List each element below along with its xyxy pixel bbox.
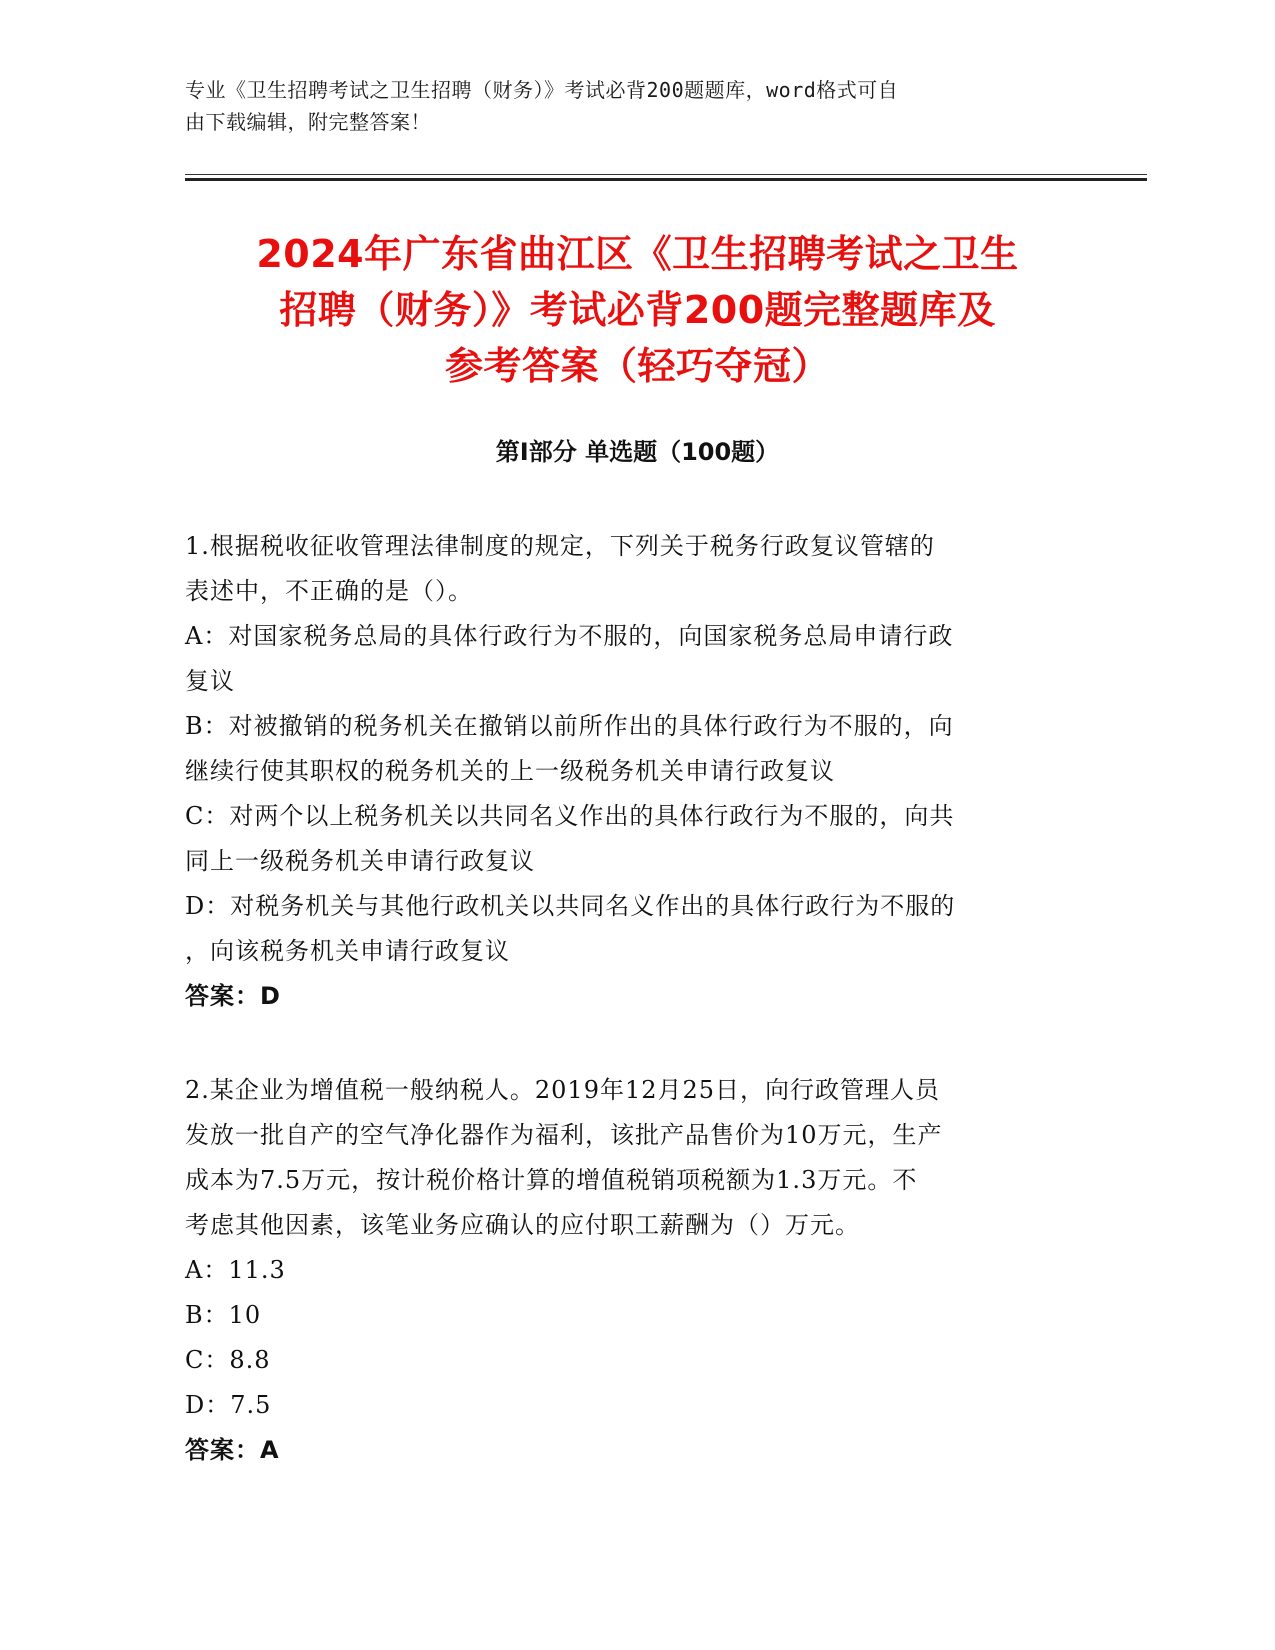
option-b xyxy=(185,1293,1065,1338)
option-line: 继续行使其职权的税务机关的上一级税务机关申请行政复议 xyxy=(185,757,835,785)
option-line: B：10 xyxy=(185,1301,262,1329)
option-line: A：对国家税务总局的具体行政行为不服的，向国家税务总局申请行政 xyxy=(185,622,954,650)
stem-line: 1.根据税收征收管理法律制度的规定，下列关于税务行政复议管辖的 xyxy=(185,532,935,560)
document-title-line-1: 2024年广东省曲江区《卫生招聘考试之卫生 xyxy=(256,232,1019,276)
option-b xyxy=(185,704,1065,794)
header-note-line-1: 专业《卫生招聘考试之卫生招聘（财务）》考试必背200题题库，word格式可自 xyxy=(185,78,899,102)
stem-line: 表述中，不正确的是（）。 xyxy=(185,577,473,605)
option-line: 复议 xyxy=(185,667,235,695)
header-divider-thick xyxy=(185,178,1147,181)
document-title-line-2: 招聘（财务）》考试必背200题完整题库及 xyxy=(279,288,996,332)
option-a xyxy=(185,614,1065,704)
option-line: D：对税务机关与其他行政机关以共同名义作出的具体行政行为不服的 xyxy=(185,892,956,920)
question-2 xyxy=(185,1068,1065,1473)
option-c xyxy=(185,794,1065,884)
option-line: 同上一级税务机关申请行政复议 xyxy=(185,847,535,875)
option-line: A：11.3 xyxy=(185,1256,286,1284)
header-note xyxy=(185,74,1065,138)
header-divider-thin xyxy=(185,174,1147,175)
question-1 xyxy=(185,524,1065,1019)
stem-line: 发放一批自产的空气净化器作为福利，该批产品售价为10万元，生产 xyxy=(185,1121,943,1149)
question-stem xyxy=(185,524,1065,614)
document-title xyxy=(150,226,1125,394)
option-line: D：7.5 xyxy=(185,1391,272,1419)
option-c xyxy=(185,1338,1065,1383)
option-d xyxy=(185,884,1065,974)
stem-line: 2.某企业为增值税一般纳税人。2019年12月25日，向行政管理人员 xyxy=(185,1076,941,1104)
answer: 答案：A xyxy=(185,1436,280,1464)
option-line: C：8.8 xyxy=(185,1346,271,1374)
option-d xyxy=(185,1383,1065,1428)
answer: 答案：D xyxy=(185,982,281,1010)
stem-line: 考虑其他因素，该笔业务应确认的应付职工薪酬为（）万元。 xyxy=(185,1211,860,1239)
document-title-line-3: 参考答案（轻巧夺冠） xyxy=(444,344,830,388)
option-a xyxy=(185,1248,1065,1293)
option-line: C：对两个以上税务机关以共同名义作出的具体行政行为不服的，向共 xyxy=(185,802,955,830)
stem-line: 成本为7.5万元，按计税价格计算的增值税销项税额为1.3万元。不 xyxy=(185,1166,918,1194)
option-line: B：对被撤销的税务机关在撤销以前所作出的具体行政行为不服的，向 xyxy=(185,712,954,740)
question-stem xyxy=(185,1068,1065,1248)
option-line: ，向该税务机关申请行政复议 xyxy=(185,937,510,965)
header-note-line-2: 由下载编辑，附完整答案！ xyxy=(185,110,431,134)
section-title: 第Ⅰ部分 单选题（100题） xyxy=(495,438,780,466)
